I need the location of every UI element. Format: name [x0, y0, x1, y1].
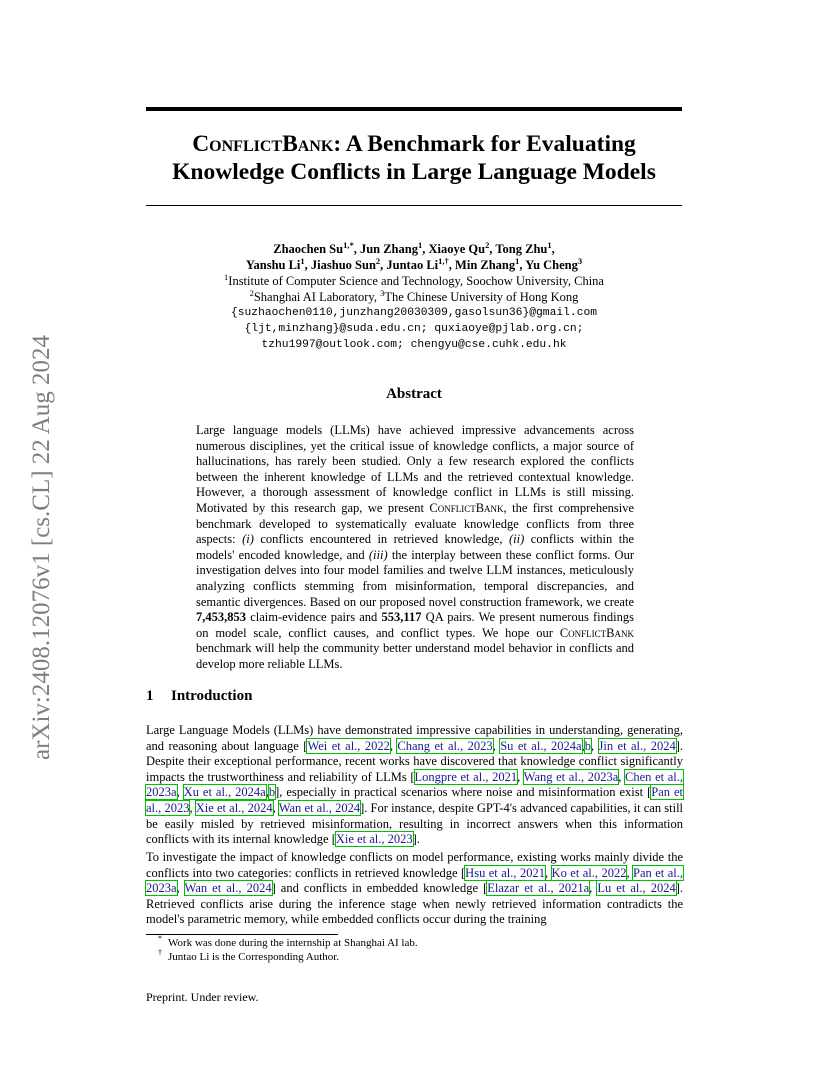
- citation-link[interactable]: Chen et al., 2023a: [146, 769, 684, 800]
- intro-paragraph-1: Large Language Models (LLMs) have demonstrated impressive capabilities in understanding, generating, and reasoning about language [Wei et al., 2022, Chang et al., 2023, Su et al., 2024a,b, Jin et al., 2024]. Despite their exceptional performance, recent works have discovered that knowledge conflict significantly impacts the trustworthiness and reliability of LLMs [Longpre et al., 2021, Wang et al., 2023a, Chen et al., 2023a, Xu et al., 2024a,b], especially in practical scenarios where noise and misinformation exist [Pan et al., 2023, Xie et al., 2024, Wan et al., 2024]. For instance, despite GPT-4's advanced capabilities, it can still be easily misled by retrieved misinformation, resulting in incorrect answers when this information conflicts with its internal knowledge [Xie et al., 2023].: [146, 723, 684, 847]
- abstract-heading: Abstract: [386, 386, 442, 402]
- author-line-2: Yanshu Li$^1$, Jiashuo Sun$^2$, Juntao $Li^{1,\dagger}$, Min Zhang$^1$, Yu Cheng$^3$: [245, 255, 583, 272]
- citation-link[interactable]: Su et al., 2024a: [500, 738, 582, 753]
- author-affiliation-mark: 1: [515, 255, 520, 266]
- abstract-body: Large language models (LLMs) have achieved impressive advancements across numerous disciplines, yet the critical issue of knowledge conflicts, a major source of hallucinations, has rarely been studied. Only a few research explored the conflicts between the inherent knowledge of LLMs and the retrieved contextual knowledge. However, a thorough assessment of knowledge conflict in LLMs is still missing. Motivated by this research gap, we present ConflictBank, the first comprehensive benchmark developed to systematically evaluate knowledge conflicts from three aspects: (i) conflicts encountered in retrieved knowledge, (ii) conflicts within the models' encoded knowledge, and (iii) the interplay between these conflict forms. Our investigation delves into four model families and twelve LLM instances, meticulously analyzing conflicts stemming from misinformation, temporal discrepancies, and semantic divergences. Based on our proposed novel construction framework, we create 7,453,853 claim-evidence pairs and 553,117 QA pairs. We present numerous findings on model scale, conflict causes, and conflict types. We hope our ConflictBank benchmark will help the community better understand model behavior in conflicts and develop more reliable LLMs.: [196, 423, 635, 671]
- author-name: Juntao Li: [386, 258, 439, 272]
- email-line-1: {suzhaochen0110,junzhang20030309,gasolsun36}@gmail.com: [230, 307, 598, 319]
- citation-link[interactable]: b: [268, 785, 276, 800]
- title-benchmark-name: ConflictBank: [192, 131, 334, 157]
- affiliations: [146, 273, 682, 353]
- citation-link[interactable]: Wan et al., 2024: [278, 800, 361, 815]
- author-name: Jun Zhang: [359, 242, 418, 256]
- email-line-2: {ljt,minzhang}@suda.edu.cn; quxiaoye@pjlab.org.cn;: [244, 323, 584, 335]
- author-list: [146, 241, 682, 273]
- citation-link[interactable]: Chang et al., 2023: [397, 738, 493, 753]
- title-bottom-rule: [146, 205, 682, 206]
- citation-link[interactable]: Wan et al., 2024: [184, 881, 272, 896]
- author-name: Tong Zhu: [495, 242, 548, 256]
- author-affiliation-mark: 3: [577, 255, 583, 266]
- citation-link[interactable]: Xie et al., 2024: [195, 800, 273, 815]
- title-line2: Knowledge Conflicts in Large Language Models: [172, 159, 656, 185]
- author-name: Jiashuo Sun: [310, 258, 376, 272]
- citation-link[interactable]: b: [584, 738, 591, 753]
- citation-link[interactable]: Jin et al., 2024: [598, 738, 676, 753]
- author-affiliation-mark: 1: [300, 255, 305, 266]
- author-affiliation-mark: 1,†: [438, 255, 449, 266]
- author-line-1: Zhaochen $Su^{1,*}$, Jun Zhang$^1$, Xiaoye Qu$^2$, Tong Zhu$^1$,: [273, 239, 555, 256]
- footnote-1: * Work was done during the internship at Shanghai AI lab.: [158, 934, 418, 949]
- author-affiliation-mark: 2: [485, 239, 490, 250]
- author-name: Yu Cheng: [525, 258, 578, 272]
- title-top-rule: [146, 107, 682, 111]
- section-heading-introduction: [146, 688, 252, 705]
- author-affiliation-mark: 1: [417, 239, 423, 250]
- footnote-2: † Juntao Li is the Corresponding Author.: [158, 948, 340, 963]
- author-affiliation-mark: 1: [547, 239, 552, 250]
- arxiv-identifier-stamp: arXiv:2408.12076v1 [cs.CL] 22 Aug 2024: [28, 335, 55, 760]
- intro-paragraph-2: To investigate the impact of knowledge conflicts on model performance, existing works mainly divide the conflicts into two categories: conflicts in retrieved knowledge [Hsu et al., 2021, Ko et al., 2022, Pan et al., 2023a, Wan et al., 2024] and conflicts in embedded knowledge [Elazar et al., 2021a, Lu et al., 2024]. Retrieved conflicts arise during the inference stage when newly retrieved information contradicts the model's parametric memory, while embedded conflicts occur during the training: [146, 850, 683, 927]
- author-name: Min Zhang: [455, 258, 516, 272]
- citation-link[interactable]: Ko et al., 2022: [551, 865, 627, 880]
- section-number: 1: [146, 688, 154, 704]
- citation-link[interactable]: Pan et al., 2023a: [146, 865, 683, 896]
- email-line-3: tzhu1997@outlook.com; chengyu@cse.cuhk.edu.hk: [261, 339, 567, 351]
- citation-link[interactable]: Elazar et al., 2021a: [487, 881, 590, 896]
- affiliation-2-3: $^2$Shanghai AI Laboratory, $^3$The Chinese University of Hong Kong: [249, 287, 579, 304]
- citation-link[interactable]: Wei et al., 2022: [307, 738, 390, 753]
- author-name: Yanshu Li: [245, 258, 301, 272]
- citation-link[interactable]: Xie et al., 2023: [335, 832, 413, 847]
- author-name: Zhaochen Su: [273, 242, 344, 256]
- affiliation-1: $^1$Institute of Computer Science and Technology, Soochow University, China: [224, 271, 604, 288]
- citation-link[interactable]: Xu et al., 2024a: [183, 785, 266, 800]
- author-name: Xiaoye Qu: [428, 242, 486, 256]
- citation-link[interactable]: Wang et al., 2023a: [523, 769, 619, 784]
- citation-link[interactable]: Pan et al., 2023: [146, 785, 684, 815]
- footnote-rule: [146, 934, 338, 935]
- citation-link[interactable]: Hsu et al., 2021: [465, 865, 545, 880]
- title-line1-rest: : A Benchmark for Evaluating: [333, 131, 636, 157]
- section-title: Introduction: [171, 688, 253, 704]
- preprint-note: Preprint. Under review.: [146, 990, 259, 1004]
- paper-title: [146, 130, 682, 186]
- citation-link[interactable]: Longpre et al., 2021: [414, 769, 518, 784]
- citation-link[interactable]: Lu et al., 2024: [597, 881, 676, 896]
- author-affiliation-mark: 2: [375, 255, 381, 266]
- author-affiliation-mark: 1,*: [343, 239, 354, 250]
